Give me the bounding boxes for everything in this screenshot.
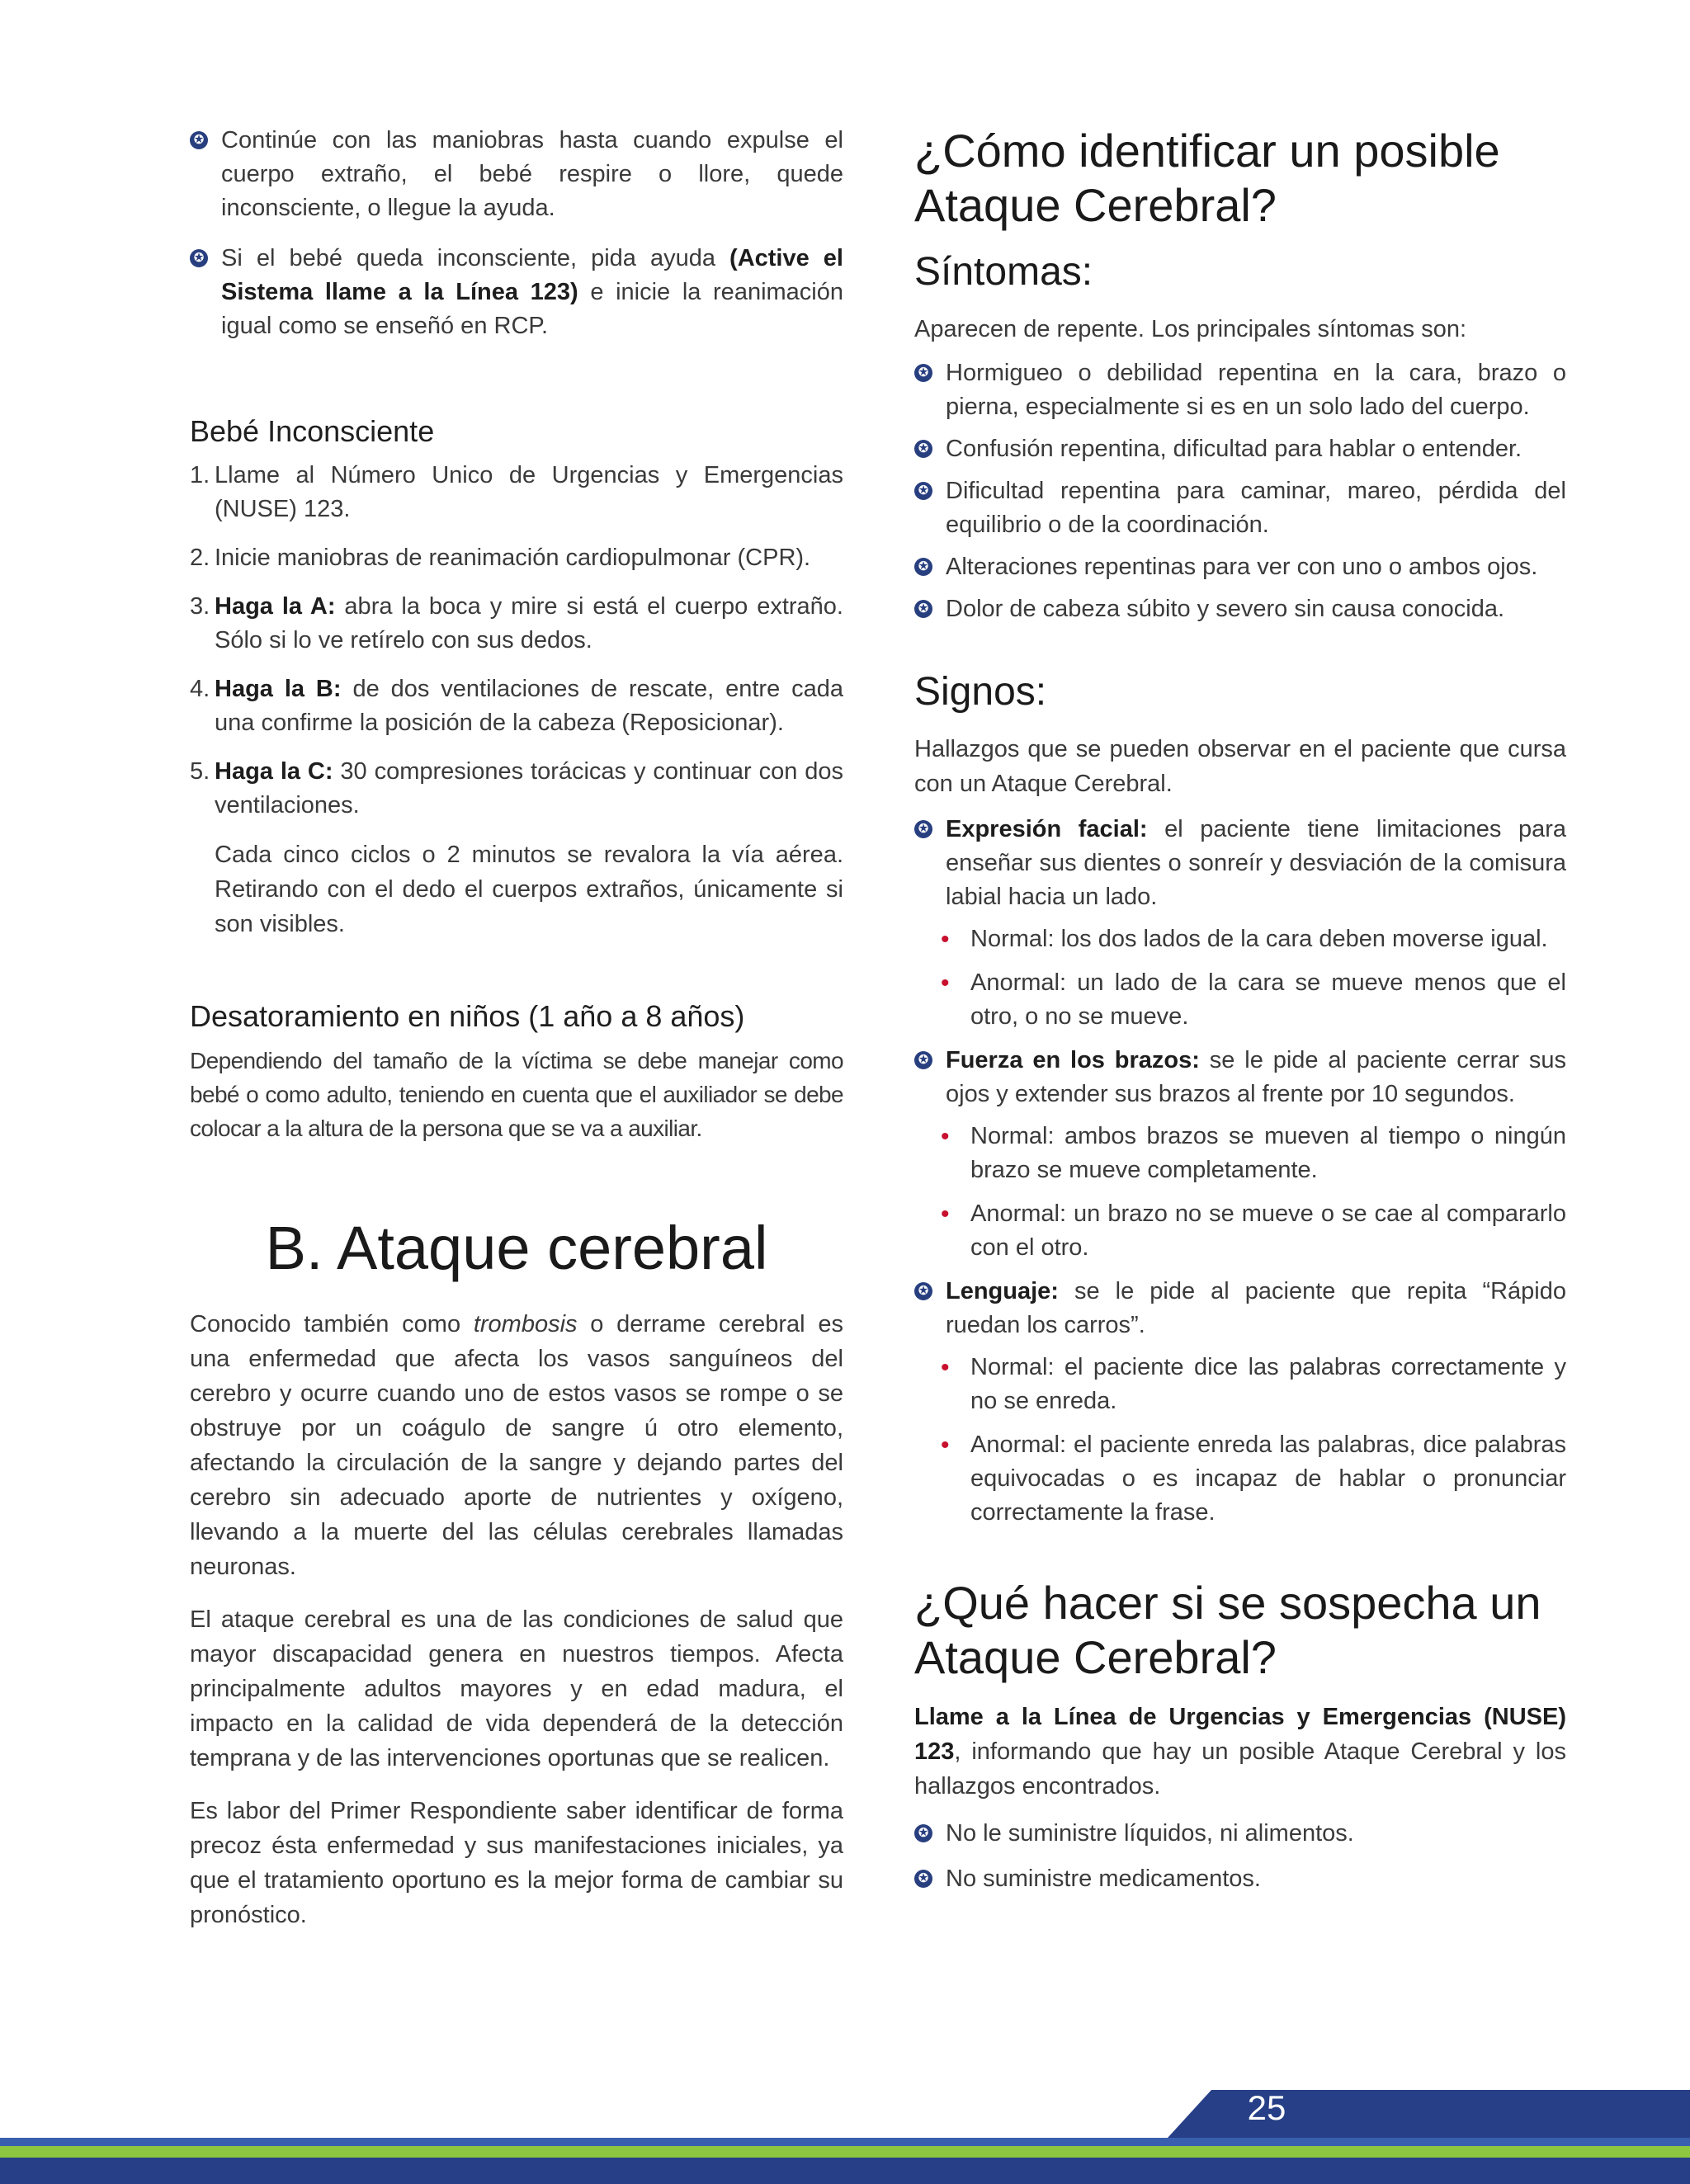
signo-subitem: • Anormal: un brazo no se mueve o se cae al compararlo con el otro. [941,1197,1566,1265]
identify-heading: ¿Cómo identificar un posible Ataque Cerebral? [914,125,1500,231]
dont-item: ✪ No suministre medicamentos. [914,1862,1566,1896]
step-item: 2. Inicie maniobras de reanimación cardiopulmonar (CPR). [190,545,811,571]
red-dot-icon: • [941,1200,950,1228]
star-bullet-icon: ✪ [190,249,208,267]
section-title: B. Ataque cerebral [265,1214,768,1282]
star-bullet-icon: ✪ [914,364,932,382]
red-dot-icon: • [941,1432,950,1459]
cycle-note: Cada cinco ciclos o 2 minutos se revalora la vía aérea. Retirando con el dedo el cuerpos extraños, únicamente si son visibles. [215,842,843,937]
signos-intro: Hallazgos que se pueden observar en el paciente que cursa con un Ataque Cerebral. [914,736,1566,797]
star-bullet-icon: ✪ [914,600,932,618]
signo-item: ✪ Expresión facial: el paciente tiene limitaciones para enseñar sus dientes o sonreír y desviación de la comisura labial hacia un lado. [914,813,1566,914]
footer-blue-stripe [0,2138,1690,2146]
signo-subitem: • Anormal: un lado de la cara se mueve menos que el otro, o no se mueve. [941,966,1566,1034]
bebe-inconsciente-heading: Bebé Inconsciente [190,414,435,448]
sintoma-item: ✪ Hormigueo o debilidad repentina en la cara, brazo o pierna, especialmente si es en un solo lado del cuerpo. [914,356,1566,424]
page-number: 25 [1247,2088,1286,2127]
star-bullet-icon: ✪ [914,1282,932,1300]
paragraph: Conocido también como trombosis o derrame cerebral es una enfermedad que afecta los vasos sanguíneos del cerebro y ocurre cuando uno de estos vasos se rompe o se obstruye por un coágulo de sangre ú otro elemento, afectando la circulación de la sangre y dejando partes del cerebro sin adecuado aporte de nutrientes y oxígeno, llevando a la muerte del las células cerebrales llamadas neuronas. [190,1311,843,1580]
desatoramiento-text: Dependiendo del tamaño de la víctima se debe manejar como bebé o como adulto, teniendo en cuenta que el auxiliador se debe colocar a la altura de la persona que se va a auxiliar. [190,1048,843,1141]
star-bullet-icon: ✪ [914,482,932,500]
sintoma-item: ✪ Confusión repentina, dificultad para hablar o entender. [914,432,1566,466]
sintoma-item: ✪ Alteraciones repentinas para ver con uno o ambos ojos. [914,550,1566,584]
star-bullet-icon: ✪ [914,1870,932,1888]
step-item: 4. Haga la B: de dos ventilaciones de rescate, entre cada una confirme la posición de la cabeza (Reposicionar). [190,676,843,736]
red-dot-icon: • [941,1354,950,1381]
signo-item: ✪ Fuerza en los brazos: se le pide al paciente cerrar sus ojos y extender sus brazos al frente por 10 segundos. [914,1044,1566,1111]
star-bullet-icon: ✪ [914,558,932,576]
sintomas-intro: Aparecen de repente. Los principales síntomas son: [914,316,1467,342]
red-dot-icon: • [941,926,950,953]
red-dot-icon: • [941,969,950,997]
footer-navy-band [0,2158,1690,2184]
signo-subitem: • Normal: los dos lados de la cara deben moverse igual. [941,922,1566,956]
call-instruction: Llame a la Línea de Urgencias y Emergencias (NUSE) 123, informando que hay un posible Ataque Cerebral y los hallazgos encontrados. [914,1704,1566,1800]
signo-subitem: • Normal: el paciente dice las palabras correctamente y no se enreda. [941,1351,1566,1418]
signo-item: ✪ Lenguaje: se le pide al paciente que repita “Rápido ruedan los carros”. [914,1275,1566,1342]
star-bullet-icon: ✪ [914,440,932,458]
left-column [190,124,843,1951]
star-bullet-icon: ✪ [190,131,208,149]
star-bullet-icon: ✪ [914,1051,932,1069]
step-item: 5. Haga la C: 30 compresiones torácicas y continuar con dos ventilaciones. [190,758,843,818]
right-column [914,124,1566,1908]
dont-item: ✪ No le suministre líquidos, ni alimentos. [914,1817,1566,1851]
desatoramiento-heading: Desatoramiento en niños (1 año a 8 años) [190,999,745,1033]
paragraph: Es labor del Primer Respondiente saber identificar de forma precoz ésta enfermedad y sus manifestaciones iniciales, ya que el tratamiento oportuno es la mejor forma de cambiar su pronóstico. [190,1798,843,1928]
red-dot-icon: • [941,1123,950,1150]
footer-green-stripe [0,2146,1690,2158]
signo-subitem: • Anormal: el paciente enreda las palabras, dice palabras equivocadas o es incapaz de hablar o pronunciar correctamente la frase. [941,1428,1566,1530]
paragraph: El ataque cerebral es una de las condiciones de salud que mayor discapacidad genera en nuestros tiempos. Afecta principalmente adultos mayores y en edad madura, el impacto en la calidad de vida dependerá de la detección temprana y de las intervenciones oportunas que se realicen. [190,1606,843,1771]
sintomas-heading: Síntomas: [914,250,1093,294]
que-hacer-heading: ¿Qué hacer si se sospecha un Ataque Cerebral? [914,1577,1541,1683]
footer-bands [0,2060,1690,2184]
step-item: 1. Llame al Número Unico de Urgencias y Emergencias (NUSE) 123. [190,462,843,522]
star-bullet-icon: ✪ [914,1824,932,1842]
bullet-item: ✪ Si el bebé queda inconsciente, pida ayuda (Active el Sistema llame a la Línea 123) e inicie la reanimación igual como se enseñó en RCP. [190,242,843,343]
sintoma-item: ✪ Dificultad repentina para caminar, mareo, pérdida del equilibrio o de la coordinación. [914,474,1566,542]
signos-heading: Signos: [914,670,1047,714]
bullet-item: ✪ Continúe con las maniobras hasta cuando expulse el cuerpo extraño, el bebé respire o llore, quede inconsciente, o llegue la ayuda. [190,124,843,225]
sintoma-item: ✪ Dolor de cabeza súbito y severo sin causa conocida. [914,592,1566,626]
star-bullet-icon: ✪ [914,820,932,838]
signo-subitem: • Normal: ambos brazos se mueven al tiempo o ningún brazo se mueve completamente. [941,1120,1566,1187]
step-item: 3. Haga la A: abra la boca y mire si está el cuerpo extraño. Sólo si lo ve retírelo con sus dedos. [190,593,843,653]
